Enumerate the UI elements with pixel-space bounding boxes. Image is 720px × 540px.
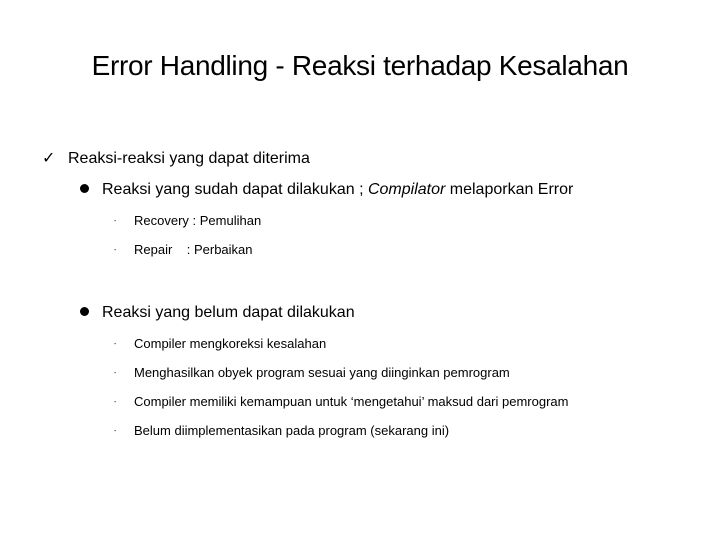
dash-icon: - (114, 399, 117, 406)
checkmark-icon: ✓ (42, 148, 56, 167)
sub-item-text: Compiler mengkoreksi kesalahan (134, 336, 327, 351)
sub-item-recovery (114, 213, 261, 228)
dash-icon: - (114, 341, 117, 348)
sub-item-text: Compiler memiliki kemampuan untuk ‘mengetahui’ maksud dari pemrogram (134, 394, 569, 409)
sub-item-text: Menghasilkan obyek program sesuai yang diinginkan pemrogram (134, 365, 510, 380)
dash-icon: - (114, 218, 117, 225)
section-heading (42, 148, 310, 168)
bullet-suffix: melaporkan Error (445, 181, 574, 198)
bullet-prefix: Reaksi yang sudah dapat dilakukan ; (102, 181, 368, 198)
sub-item-text: Recovery : Pemulihan (134, 213, 262, 228)
bullet-italic-word: Compilator (367, 181, 446, 198)
section-heading-text: Reaksi-reaksi yang dapat diterima (68, 150, 310, 167)
sub-item-text: Repair : Perbaikan (134, 242, 253, 257)
sub-item-kemampuan (114, 394, 568, 409)
slide-title: Error Handling - Reaksi terhadap Kesalahan (91, 50, 629, 81)
dash-icon: - (114, 428, 117, 435)
bullet-text: Reaksi yang belum dapat dilakukan (102, 304, 355, 321)
sub-item-repair (114, 242, 253, 257)
bullet-reaksi-sudah (80, 181, 573, 199)
bullet-dot-icon (80, 307, 89, 316)
dash-icon: - (114, 247, 117, 254)
sub-item-text: Belum diimplementasikan pada program (sekarang ini) (134, 423, 450, 438)
bullet-dot-icon (80, 184, 89, 193)
sub-item-obyek-program (114, 365, 510, 380)
sub-item-belum-implementasi (114, 423, 449, 438)
sub-item-compiler-koreksi (114, 336, 326, 351)
bullet-reaksi-belum (80, 304, 355, 322)
dash-icon: - (114, 370, 117, 377)
